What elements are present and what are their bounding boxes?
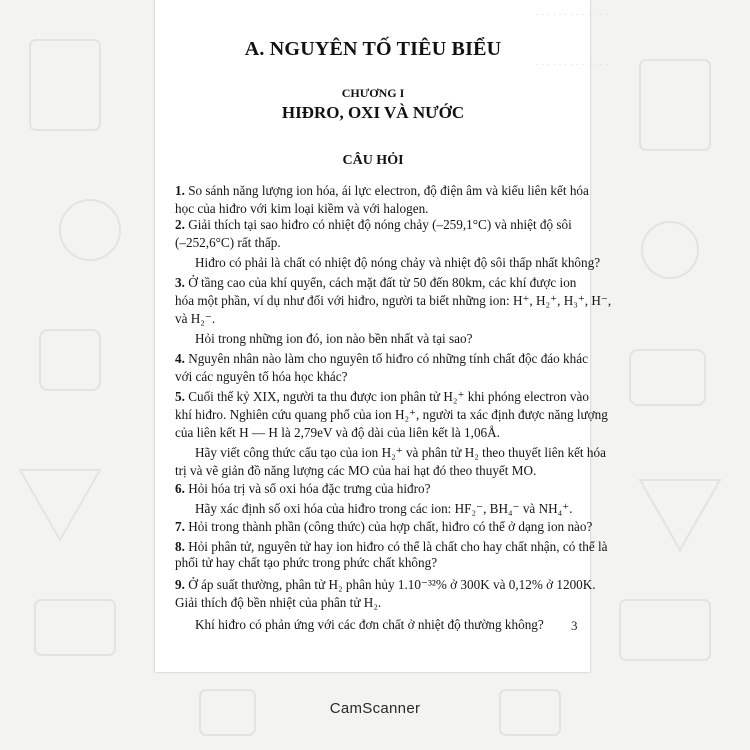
question-number: 8. [175,539,185,554]
question-continuation-line [195,444,606,461]
bleed-through-text: · · · · · · · · · · · · · [535,10,609,21]
question-number: 4. [175,351,185,366]
page-number: 3 [571,618,578,633]
question-text: trị và vẽ giản đồ năng lượng các MO của hai hạt đó theo thuyết MO. [175,463,537,478]
question-continuation-line [175,462,571,479]
question-text: Giải thích độ bền nhiệt của phân tử H₂. [175,595,382,610]
question-line [175,274,577,291]
question-text: Hỏi hóa trị và số oxi hóa đặc trưng của hiđro? [184,481,431,496]
question-line [175,518,593,535]
question-text: So sánh năng lượng ion hóa, ái lực electron, độ điện âm và kiểu liên kết hóa [184,183,589,198]
question-continuation-line [195,254,601,271]
chapter-title: HIĐRO, OXI VÀ NƯỚC [281,103,465,122]
question-text: khí hiđro. Nghiên cứu quang phổ của ion H₂⁺, người ta xác định được năng lượng [175,407,608,422]
question-number: 1. [175,183,185,198]
question-text: phối tử hay chất tạo phức trong phức chất không? [175,555,438,570]
question-text: Hiđro có phải là chất có nhiệt độ nóng chảy và nhiệt độ sôi thấp nhất không? [195,255,601,270]
question-text: và H₂⁻. [175,311,216,326]
question-continuation-line [175,310,571,327]
question-continuation-line [195,500,571,517]
question-text: Giải thích tại sao hiđro có nhiệt độ nóng chảy (–259,1°C) và nhiệt độ sôi [184,217,572,232]
question-continuation-line [195,330,571,347]
question-text: Ở áp suất thường, phân tử H₂ phân hủy 1.10⁻³²% ở 300K và 0,12% ở 1200K. [184,577,596,592]
question-continuation-line [175,200,571,217]
question-line [175,576,596,593]
question-line [175,538,608,555]
question-text: hóa một phần, ví dụ như đối với hiđro, người ta biết những ion: H⁺, H₂⁺, H₃⁺, H⁻, [175,293,612,308]
question-line [175,216,571,233]
question-text: (–252,6°C) rất thấp. [175,235,281,250]
question-text: Hỏi trong những ion đó, ion nào bền nhất và tại sao? [195,331,473,346]
bleed-through-text: · · · · · · · · · · · · · [535,60,609,71]
question-text: Khí hiđro có phản ứng với các đơn chất ở nhiệt độ thường không? [195,617,544,632]
question-line [175,182,589,199]
question-text: Cuối thế kỷ XIX, người ta thu được ion phân tử H₂⁺ khi phóng electron vào [184,389,589,404]
question-line [175,480,571,497]
question-continuation-line [175,406,608,423]
question-continuation-line [175,234,571,251]
question-continuation-line [175,594,571,611]
question-text: Hãy xác định số oxi hóa của hiđro trong các ion: HF₂⁻, BH₄⁻ và NH₄⁺. [195,501,573,516]
question-line [175,388,589,405]
question-text: Ở tầng cao của khí quyển, cách mặt đất từ 50 đến 80km, các khí được ion [184,275,577,290]
question-text: Hỏi trong thành phần (công thức) của hợp chất, hiđro có thể ở dạng ion nào? [184,519,593,534]
question-number: 3. [175,275,185,290]
question-continuation-line [195,616,571,633]
question-continuation-line [175,424,571,441]
question-text: của liên kết H — H là 2,79eV và độ dài của liên kết là 1,06Å. [175,425,500,440]
question-text: Hãy viết công thức cấu tạo của ion H₂⁺ và phân tử H₂ theo thuyết liên kết hóa [195,445,606,460]
question-text: Hỏi phân tử, nguyên tử hay ion hiđro có thể là chất cho hay chất nhận, có thể là [184,539,608,554]
question-text: với các nguyên tố hóa học khác? [175,369,348,384]
question-number: 5. [175,389,185,404]
camscanner-watermark: CamScanner [329,700,421,717]
chapter-label: CHƯƠNG I [341,86,405,100]
question-number: 2. [175,217,185,232]
main-heading: A. NGUYÊN TỐ TIÊU BIỂU [244,38,502,60]
question-number: 9. [175,577,185,592]
question-text: học của hiđro với kim loại kiềm và với halogen. [175,201,429,216]
question-line [175,350,588,367]
question-text: Nguyên nhân nào làm cho nguyên tố hiđro có những tính chất độc đáo khác [184,351,588,366]
question-continuation-line [175,368,571,385]
question-number: 6. [175,481,185,496]
question-continuation-line [175,554,571,571]
question-continuation-line [175,292,612,309]
question-number: 7. [175,519,185,534]
section-title: CÂU HỎI [342,153,404,168]
document-page [155,0,612,672]
